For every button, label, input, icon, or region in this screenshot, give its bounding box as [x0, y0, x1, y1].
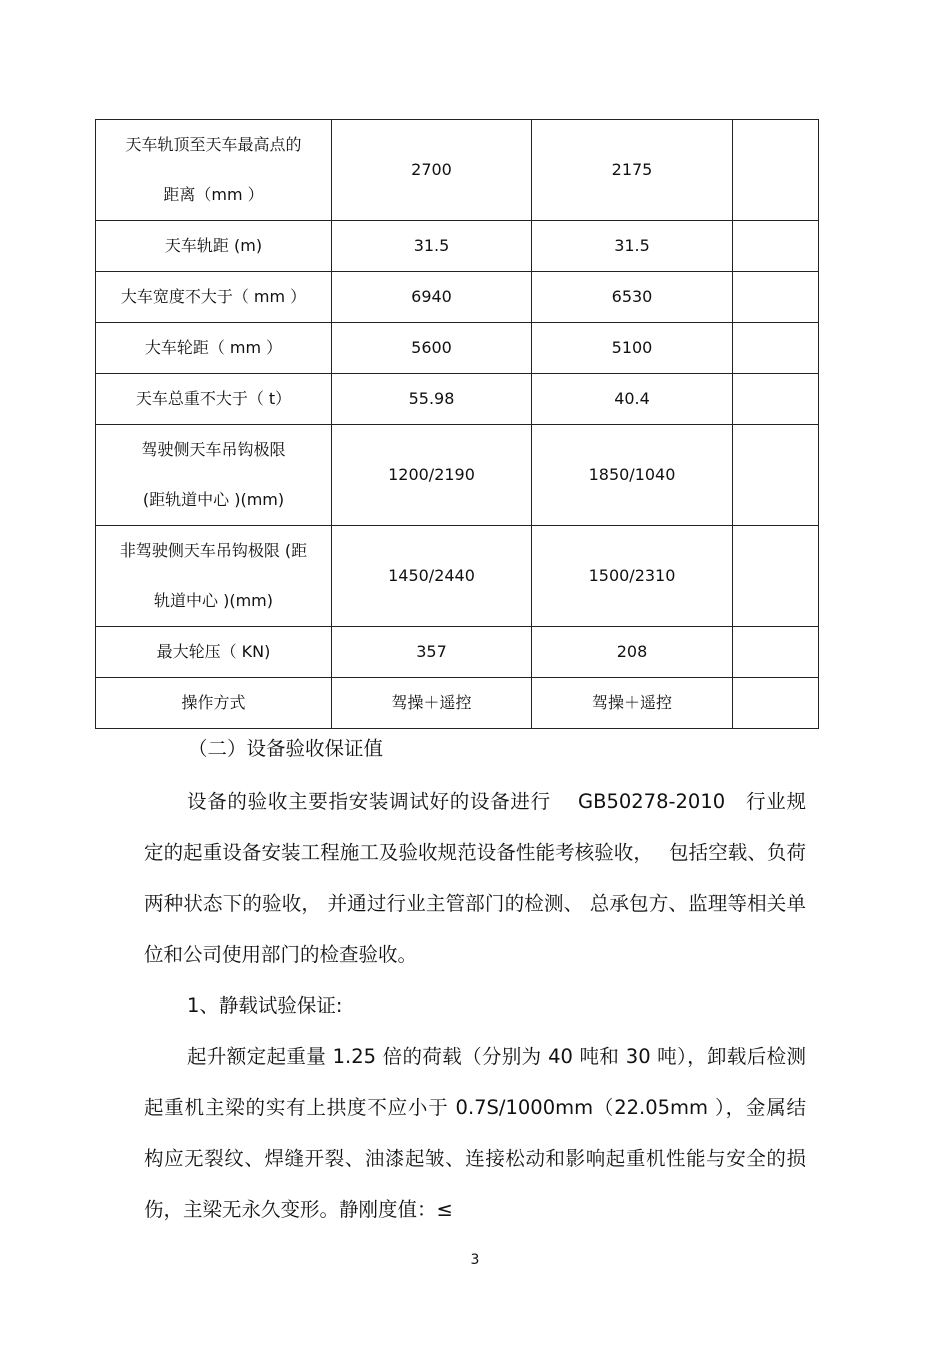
table-row	[96, 374, 819, 425]
row-label: 大车轮距（ mm ）	[96, 323, 332, 374]
value-cell: 6940	[332, 272, 532, 323]
paragraph-static-load-heading: 1、静载试验保证:	[187, 994, 343, 1017]
value-cell: 1500/2310	[532, 526, 733, 627]
table-row	[96, 272, 819, 323]
value-cell: 208	[532, 627, 733, 678]
row-label: 大车宽度不大于（ mm ）	[96, 272, 332, 323]
empty-cell	[733, 120, 819, 221]
body-text	[144, 776, 806, 1235]
table-row	[96, 526, 819, 627]
paragraph-acceptance: 设备的验收主要指安装调试好的设备进行 GB50278-2010 行业规定的起重设备安装工程施工及验收规范设备性能考核验收， 包括空载、负荷两种状态下的验收， 并通过行业主管部门的检测、 总承包方、监理等相关单位和公司使用部门的检查验收。	[144, 790, 806, 966]
empty-cell	[733, 323, 819, 374]
table-row	[96, 323, 819, 374]
value-cell: 6530	[532, 272, 733, 323]
empty-cell	[733, 221, 819, 272]
value-cell: 55.98	[332, 374, 532, 425]
value-cell: 驾操＋遥控	[332, 678, 532, 729]
page-number: 3	[470, 1252, 480, 1268]
crane-spec-table	[95, 119, 819, 729]
empty-cell	[733, 627, 819, 678]
row-label: 最大轮压（ KN)	[96, 627, 332, 678]
paragraph-static-load: 起升额定起重量 1.25 倍的荷载（分别为 40 吨和 30 吨），卸载后检测起重机主梁的实有上拱度不应小于 0.7S/1000mm（22.05mm ），金属结构应无裂纹、焊缝开裂、油漆起皱、连接松动和影响起重机性能与安全的损伤，主梁无永久变形。静刚度值：≤	[144, 1045, 806, 1221]
row-label: 天车总重不大于（ t）	[96, 374, 332, 425]
value-cell: 驾操＋遥控	[532, 678, 733, 729]
row-label: 天车轨顶至天车最高点的 距离（mm ）	[96, 120, 332, 221]
value-cell: 2175	[532, 120, 733, 221]
empty-cell	[733, 678, 819, 729]
row-label: 天车轨距 (m)	[96, 221, 332, 272]
table-row	[96, 678, 819, 729]
empty-cell	[733, 272, 819, 323]
table-row	[96, 221, 819, 272]
table-row	[96, 425, 819, 526]
value-cell: 357	[332, 627, 532, 678]
row-label: 非驾驶侧天车吊钩极限 (距 轨道中心 )(mm)	[96, 526, 332, 627]
value-cell: 31.5	[332, 221, 532, 272]
empty-cell	[733, 425, 819, 526]
table-row	[96, 627, 819, 678]
empty-cell	[733, 526, 819, 627]
row-label: 操作方式	[96, 678, 332, 729]
row-label: 驾驶侧天车吊钩极限 (距轨道中心 )(mm)	[96, 425, 332, 526]
table-row	[96, 120, 819, 221]
value-cell: 40.4	[532, 374, 733, 425]
empty-cell	[733, 374, 819, 425]
value-cell: 5600	[332, 323, 532, 374]
value-cell: 1850/1040	[532, 425, 733, 526]
value-cell: 1200/2190	[332, 425, 532, 526]
value-cell: 31.5	[532, 221, 733, 272]
section-heading: （二）设备验收保证值	[188, 737, 384, 760]
value-cell: 1450/2440	[332, 526, 532, 627]
value-cell: 2700	[332, 120, 532, 221]
value-cell: 5100	[532, 323, 733, 374]
